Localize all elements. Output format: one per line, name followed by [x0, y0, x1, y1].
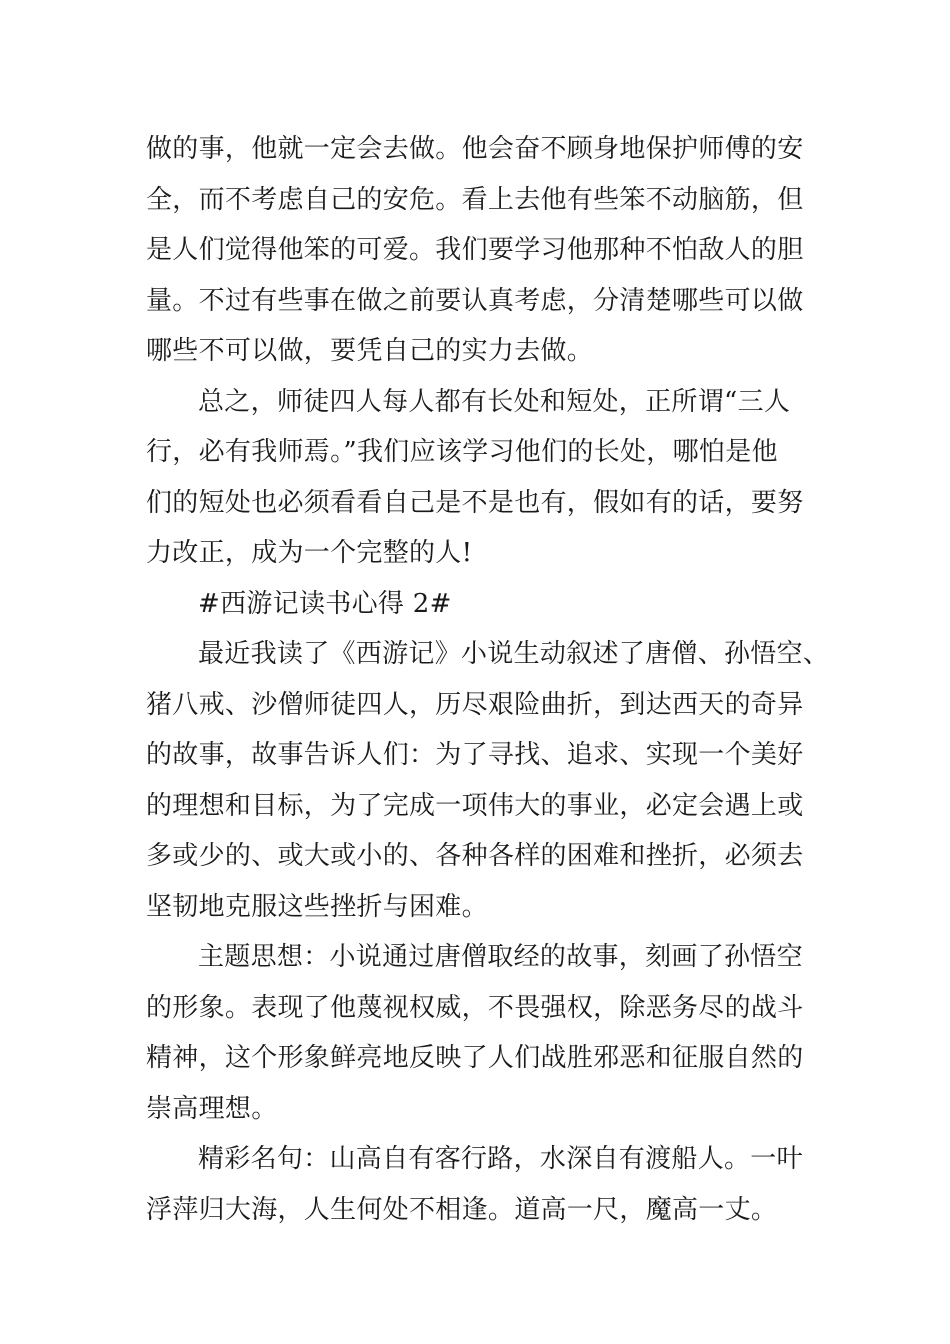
text-line: 崇高理想。: [146, 1093, 278, 1124]
text-line: 行，必有我师焉。”我们应该学习他们的长处，哪怕是他: [146, 437, 778, 467]
document-body: [146, 124, 830, 1235]
text-line: 们的短处也必须看看自己是不是也有，假如有的话，要努: [146, 487, 804, 518]
text-line: 浮萍归大海，人生何处不相逢。道高一尺，魔高一丈。: [146, 1194, 778, 1225]
text-line: 猪八戒、沙僧师徒四人，历尽艰险曲折，到达西天的奇异: [146, 689, 804, 720]
text-line: 的故事，故事告诉人们：为了寻找、追求、实现一个美好: [146, 740, 804, 770]
text-line: 多或少的、或大或小的、各种各样的困难和挫折，必须去: [146, 841, 804, 871]
text-line: 力改正，成为一个完整的人!: [146, 538, 473, 568]
text-line: 全，而不考虑自己的安危。看上去他有些笨不动脑筋，但: [146, 184, 804, 215]
text-line: 哪些不可以做，要凭自己的实力去做。: [146, 336, 594, 366]
paragraph-start-line: 最近我读了《西游记》小说生动叙述了唐僧、孙悟空、: [198, 639, 830, 669]
section-heading: #西游记读书心得 2#: [198, 588, 452, 619]
text-line: 的理想和目标，为了完成一项伟大的事业，必定会遇上或: [146, 790, 804, 821]
text-line: 量。不过有些事在做之前要认真考虑，分清楚哪些可以做: [146, 285, 804, 316]
text-line: 的形象。表现了他蔑视权威，不畏强权，除恶务尽的战斗: [146, 992, 804, 1023]
text-line: 是人们觉得他笨的可爱。我们要学习他那种不怕敌人的胆: [146, 235, 804, 265]
text-line: 做的事，他就一定会去做。他会奋不顾身地保护师傅的安: [146, 134, 804, 164]
paragraph-start-line: 精彩名句：山高自有客行路，水深自有渡船人。一叶: [198, 1144, 803, 1174]
paragraph-start-line: 主题思想：小说通过唐僧取经的故事，刻画了孙悟空: [198, 942, 803, 972]
paragraph-start-line: 总之，师徒四人每人都有长处和短处，正所谓“三人: [198, 386, 791, 417]
text-line: 精神，这个形象鲜亮地反映了人们战胜邪恶和征服自然的: [146, 1043, 804, 1073]
text-line: 坚韧地克服这些挫折与困难。: [146, 891, 488, 922]
